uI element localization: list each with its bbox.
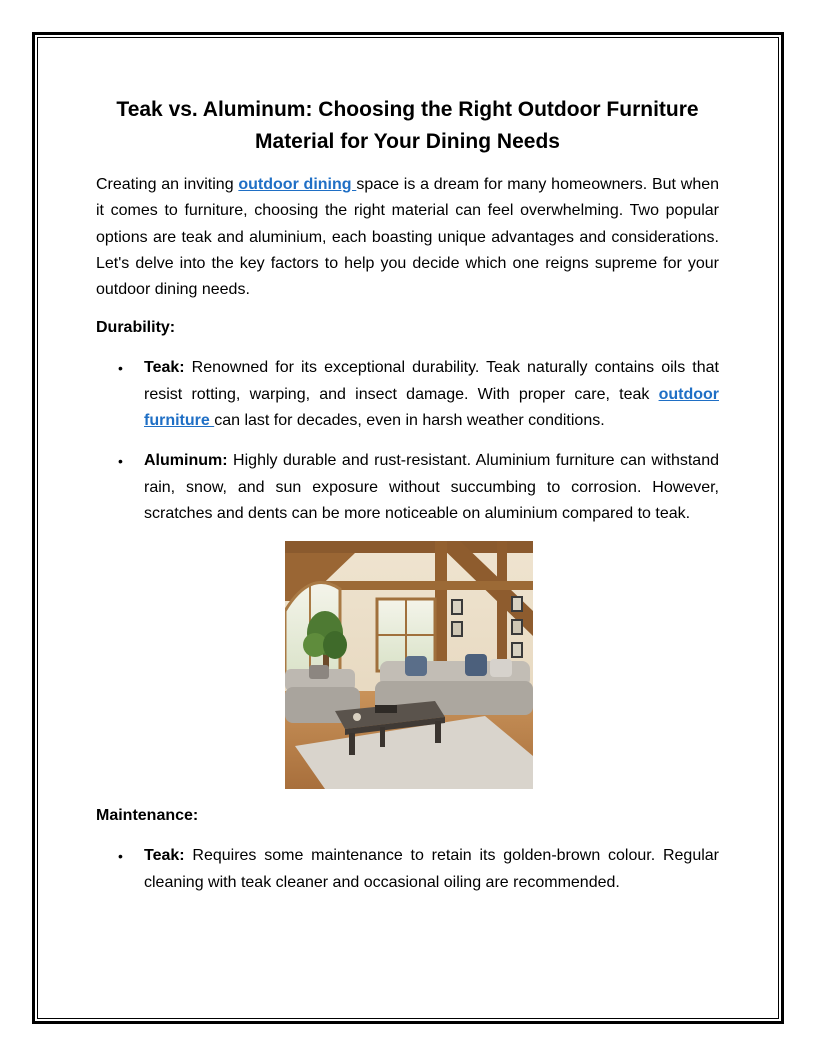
aluminum-durability-text: Highly durable and rust-resistant. Aluminium furniture can withstand rain, snow, and sun exposure without succumbing to corrosion. However, scratches and dents can be more noticeable on aluminium compared to teak.	[144, 452, 719, 522]
aluminum-label: Aluminum:	[144, 452, 228, 470]
teak-maintenance-text: Requires some maintenance to retain its golden-brown colour. Regular cleaning with teak cleaner and occasional oiling are recommended.	[144, 847, 719, 891]
intro-text-end: space is a dream for many homeowners. But when it comes to furniture, choosing the right material can feel overwhelming. Two popular options are teak and aluminium, each boasting unique advantages and considerations. Let's delve into the key factors to help you decide which one reigns supreme for your outdoor dining needs.	[96, 176, 720, 299]
durability-list	[96, 355, 719, 527]
durability-heading: Durability:	[96, 319, 176, 337]
bullet-icon: •	[118, 453, 123, 470]
intro-text-start: Creating an inviting	[96, 176, 239, 193]
document-title: Teak vs. Aluminum: Choosing the Right Outdoor Furniture Material for Your Dining Needs	[116, 98, 699, 153]
teak-durability-text-start: Renowned for its exceptional durability. Teak naturally contains oils that resist rotting, warping, and insect damage. With proper care, teak	[144, 359, 719, 403]
teak-durability-text-end: can last for decades, even in harsh weather conditions.	[214, 412, 605, 430]
intro-paragraph	[96, 172, 719, 303]
living-room-illustration	[285, 541, 533, 789]
living-room-photo	[285, 541, 533, 789]
maintenance-list	[96, 843, 719, 896]
list-item-durability-aluminum	[96, 448, 719, 527]
teak-label: Teak:	[144, 359, 185, 377]
document-body	[96, 94, 719, 896]
bullet-icon: •	[118, 848, 123, 865]
teak-maintenance-label: Teak:	[144, 847, 185, 865]
outdoor-dining-link[interactable]: outdoor dining	[238, 176, 357, 193]
outdoor-furniture-link[interactable]: outdoor furniture	[144, 385, 719, 430]
list-item-maintenance-teak	[96, 843, 719, 896]
list-item-durability-teak	[96, 355, 719, 434]
bullet-icon: •	[118, 360, 123, 377]
maintenance-heading: Maintenance:	[96, 807, 199, 825]
